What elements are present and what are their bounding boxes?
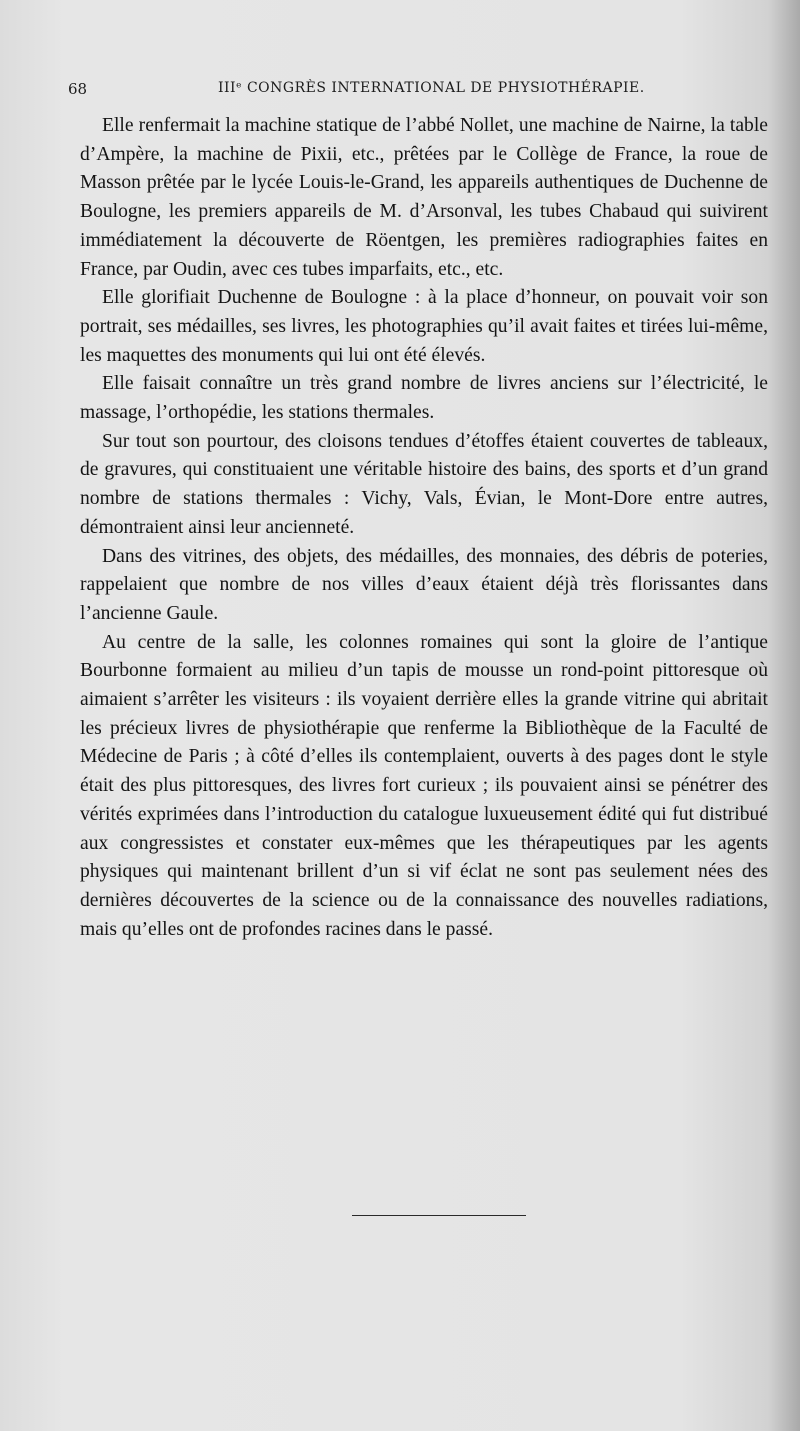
- paragraph: Au centre de la salle, les colonnes romaines qui sont la gloire de l’antique Bourbonne formaient au milieu d’un tapis de mousse un rond-point pittoresque où aimaient s’arrêter les visiteurs : ils voyaient derrière elles la grande vitrine qui abritait les précieux livres de physiothérapie que renferme la Bibliothèque de la Faculté de Médecine de Paris ; à côté d’elles ils contemplaient, ouverts à des pages dont le style était des plus pittoresques, des livres fort curieux ; ils pouvaient ainsi se pénétrer des vérités exprimées dans l’introduction du catalogue luxueusement édité qui fut distribué aux congressistes et constater eux-mêmes que les thérapeutiques par les agents physiques qui maintenant brillent d’un si vif éclat ne sont pas seulement nées des dernières découvertes de la science ou de la connaissance des nouvelles radiations, mais qu’elles ont de profondes racines dans le passé.: [80, 631, 768, 940]
- running-head: IIIᵉ CONGRÈS INTERNATIONAL DE PHYSIOTHÉRAPIE.: [218, 80, 645, 96]
- paragraph: Elle glorifiait Duchenne de Boulogne : à la place d’honneur, on pouvait voir son portrait, ses médailles, ses livres, les photographies qu’il avait faites et tirées lui-même, les maquettes des monuments qui lui ont été élevés.: [80, 287, 768, 366]
- page-header: [68, 80, 768, 104]
- page-number: 68: [68, 80, 88, 98]
- paragraph: Dans des vitrines, des objets, des médailles, des monnaies, des débris de poteries, rappelaient que nombre de nos villes d’eaux étaient déjà très florissantes dans l’ancienne Gaule.: [80, 545, 768, 624]
- paragraph: Elle faisait connaître un très grand nombre de livres anciens sur l’électricité, le massage, l’orthopédie, les stations thermales.: [80, 373, 768, 424]
- paragraph: Elle renfermait la machine statique de l’abbé Nollet, une machine de Nairne, la table d’Ampère, la machine de Pixii, etc., prêtées par le Collège de France, la roue de Masson prêtée par le lycée Louis-le-Grand, les appareils authentiques de Duchenne de Boulogne, les premiers appareils de M. d’Arsonval, les tubes Chabaud qui suivirent immédiatement la découverte de Röentgen, les premières radiographies faites en France, par Oudin, avec ces tubes imparfaits, etc., etc.: [80, 115, 768, 280]
- section-end-rule: [352, 1215, 526, 1216]
- paragraph: Sur tout son pourtour, des cloisons tendues d’étoffes étaient couvertes de tableaux, de gravures, qui constituaient une véritable histoire des bains, des sports et d’un grand nombre de stations thermales : Vichy, Vals, Évian, le Mont-Dore entre autres, démontraient ainsi leur ancienneté.: [80, 430, 768, 538]
- body-text: [80, 112, 768, 944]
